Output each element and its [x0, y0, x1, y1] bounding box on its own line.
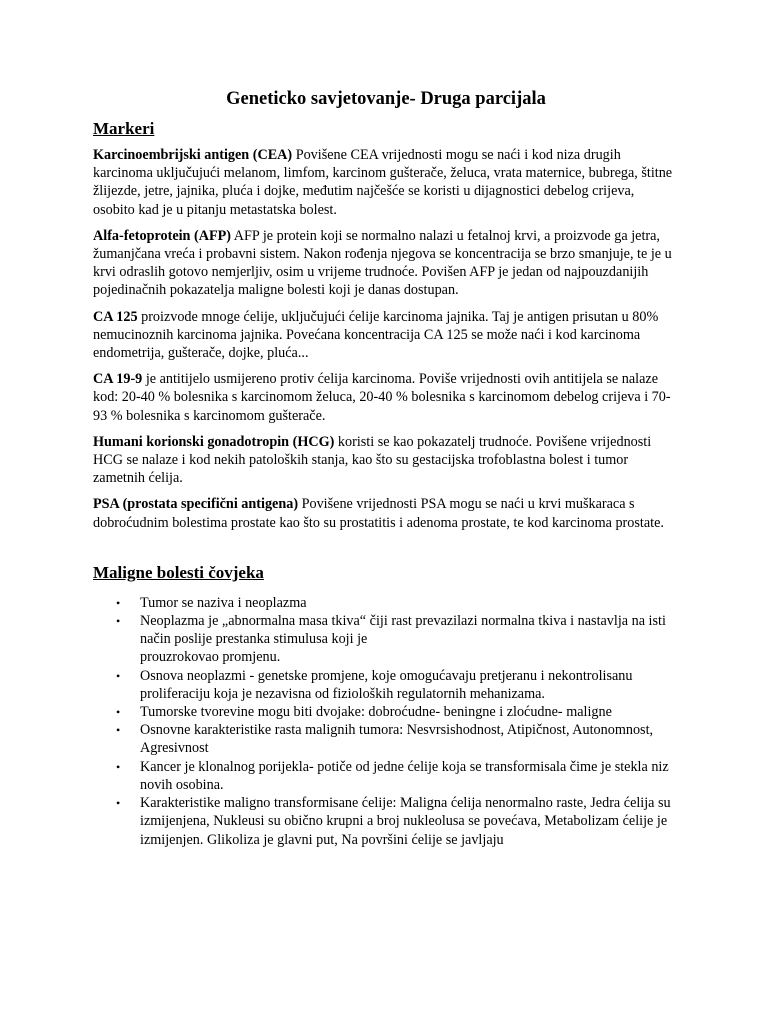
marker-term: CA 125	[93, 308, 138, 325]
section-heading-maligne-bolesti: Maligne bolesti čovjeka	[93, 562, 264, 582]
marker-term: Alfa-fetoprotein (AFP)	[93, 227, 232, 244]
list-item-text: Tumorske tvorevine mogu biti dvojake: dobroćudne- beningne i zloćudne- maligne	[140, 704, 612, 721]
marker-term: Karcinoembrijski antigen (CEA)	[93, 147, 293, 163]
marker-paragraph	[93, 308, 679, 363]
marker-term: Humani korionski gonadotropin (HCG)	[93, 433, 335, 450]
bullet-icon: •	[116, 723, 121, 738]
bullet-icon: •	[116, 668, 121, 683]
bullet-icon: •	[116, 705, 121, 720]
marker-term: CA 19-9	[93, 371, 143, 388]
marker-paragraph	[93, 495, 679, 531]
marker-paragraph	[93, 370, 679, 425]
list-item-text: Osnova neoplazmi - genetske promjene, koje omogućavaju pretjeranu i nekontrolisanu proliferaciju koja je nezavisna od fizioloških regulatornih mehanizama.	[140, 667, 633, 702]
document-title: Geneticko savjetovanje- Druga parcijala	[226, 89, 546, 109]
list-item-text: Karakteristike maligno transformisane ćelije: Maligna ćelija nenormalno raste, Jedra ćelija su izmijenjena, Nukleusi su obično krupni a broj nukleolusa se povećava, Metabolizam ćelije je izmijenjen. Glikoliza je glavni put, Na površini ćelije se javljaju	[140, 795, 671, 848]
bullet-icon: •	[116, 759, 121, 774]
marker-text: koristi se kao pokazatelj trudnoće. Povišene vrijednosti HCG se nalaze i kod nekih patoloških stanja, kao što su gestacijska trofoblastna bolest i tumor zametnih ćelija.	[93, 433, 652, 487]
marker-term: PSA (prostata specifični antigena)	[93, 496, 299, 513]
document-page	[93, 88, 679, 849]
marker-text: proizvode mnoge ćelije, uključujući ćelije karcinoma jajnika. Taj je antigen prisutan u 80% nemucinoznih karcinoma jajnika. Povećana koncentracija CA 125 se može naći i kod karcinoma endometrija, gušterače, dojke, pluća...	[93, 308, 659, 362]
list-item-text: Kancer je klonalnog porijekla- potiče od jedne ćelije koja se transformisala čime je stekla niz novih osobina.	[140, 758, 669, 793]
marker-paragraph	[93, 146, 679, 219]
bullet-icon: •	[116, 595, 121, 610]
marker-paragraph	[93, 433, 679, 488]
list-item	[93, 758, 679, 794]
list-item	[93, 594, 679, 612]
marker-text: je antitijelo usmijereno protiv ćelija karcinoma. Povišе vrijednosti ovih antitijela se nalaze kod: 20-40 % bolesnika s karcinomom želuca, 20-40 % bolesnika s karcinomom debelog crijeva i 70-93 % bolesnika s karcinomom gušterače.	[93, 371, 671, 424]
marker-text: AFP je protein koji se normalno nalazi u fetalnoj krvi, a proizvode ga jetra, žumanjčana vreća i probavni sistem. Nakon rođenja njegova se koncentracija se brzo smanjuje, te je u krvi odraslih gotovo nemjerljiv, osim u vrijeme trudnoće. Povišen AFP je jedan od najpouzdanijih pojedinačnih pokazatelja maligne bolesti koji je danas dostupan.	[93, 227, 672, 299]
bullet-icon: •	[116, 796, 121, 811]
list-item	[93, 721, 679, 757]
list-item	[93, 794, 679, 849]
marker-text: Povišene vrijednosti PSA mogu se naći u krvi muškaraca s dobroćudnim bolestima prostate kao što su prostatitis i adenoma prostate, te kod karcinoma prostate.	[93, 496, 664, 531]
list-item	[93, 667, 679, 703]
bullet-list	[93, 594, 679, 849]
marker-text: Povišene CEA vrijednosti mogu se naći i kod niza drugih karcinoma uključujući melanom, limfom, karcinom gušterače, želuca, vrata maternice, bubrega, štitne žlijezde, jetre, jajnika, pluća i dojke, međutim najčešće se koristi u dijagnostici debelog crijeva, osobito kad je u pitanju metastatska bolest.	[93, 147, 673, 218]
list-item	[93, 703, 679, 721]
list-item	[93, 612, 679, 667]
section-heading-markeri: Markeri	[93, 119, 155, 138]
list-item-text: Tumor se naziva i neoplazma	[140, 594, 307, 611]
marker-paragraph	[93, 227, 679, 300]
list-item-text: Osnovne karakteristike rasta malignih tumora: Nesvrsishodnost, Atipičnost, Autonomnost, Agresivnost	[140, 722, 654, 757]
bullet-icon: •	[116, 614, 121, 629]
list-item-text: Neoplazma je „abnormalna masa tkiva“ čiji rast prevazilazi normalna tkiva i nastavlja na isti način poslije prestanka stimulusa koji je prouzrokovao promjenu.	[140, 613, 666, 666]
